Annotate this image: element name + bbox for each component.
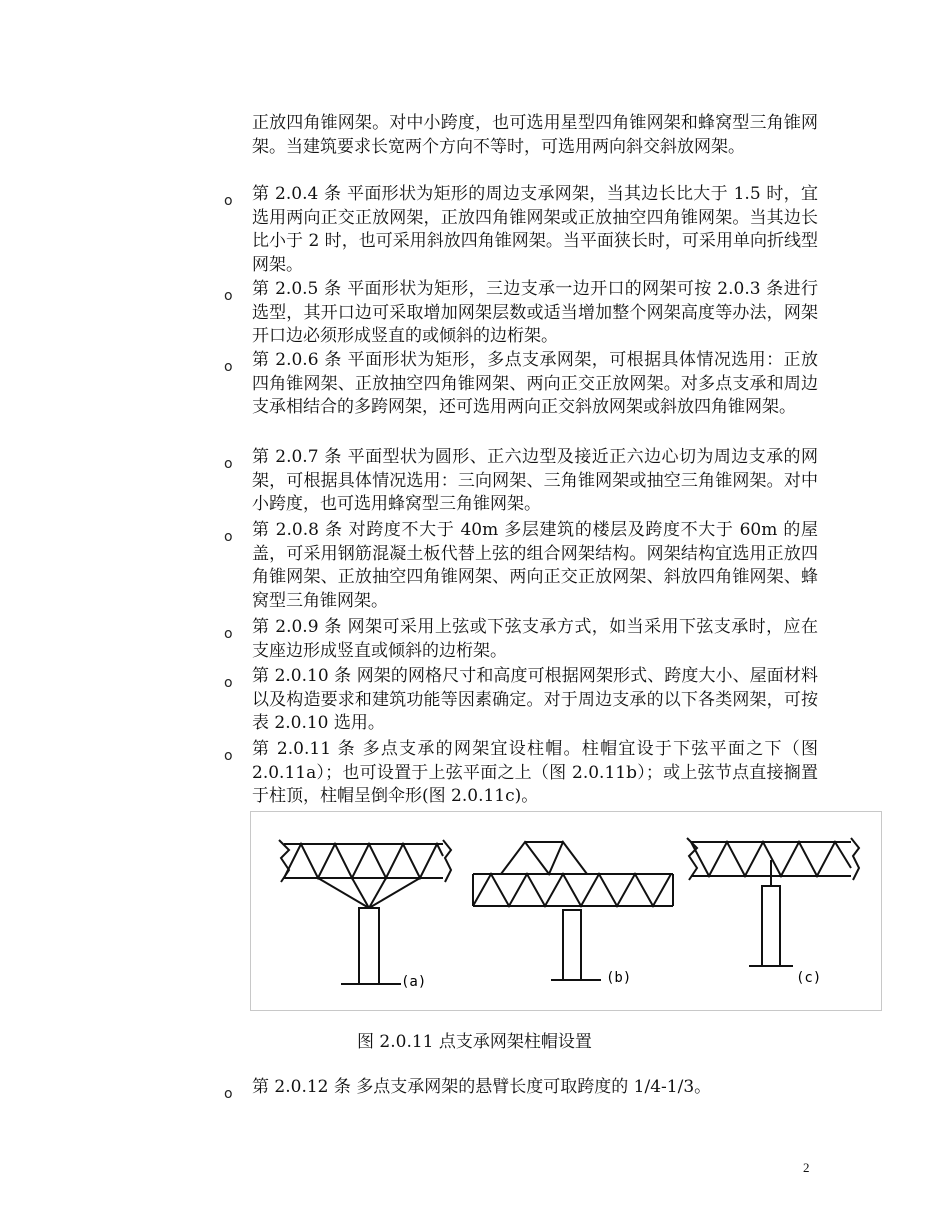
intro-paragraph: 正放四角锥网架。对中小跨度，也可选用星型四角锥网架和蜂窝型三角锥网架。当建筑要求长宽两个方向不等时，可选用两向斜交斜放网架。 bbox=[252, 113, 818, 157]
figure-a-drawing bbox=[279, 840, 451, 984]
clause-2-0-4: 第 2.0.4 条 平面形状为矩形的周边支承网架，当其边长比大于 1.5 时，宜选用两向正交正放网架，正放四角锥网架或正放抽空四角锥网架。当其边长比小于 2 时，也可采用斜放四角锥网架。当平面狭长时，可采用单向折线型网架。 bbox=[252, 184, 818, 275]
bullet-icon: o bbox=[224, 288, 233, 304]
clause-2-0-12: 第 2.0.12 条 多点支承网架的悬臂长度可取跨度的 1/4-1/3。 bbox=[252, 1077, 712, 1097]
bullet-icon: o bbox=[224, 1086, 233, 1102]
clause-2-0-9: 第 2.0.9 条 网架可采用上弦或下弦支承方式，如当采用下弦支承时，应在支座边形成竖直或倾斜的边桁架。 bbox=[252, 617, 818, 661]
figure-c-drawing bbox=[687, 838, 859, 966]
bullet-icon: o bbox=[224, 456, 233, 472]
bullet-icon: o bbox=[224, 626, 233, 642]
clause-2-0-5: 第 2.0.5 条 平面形状为矩形，三边支承一边开口的网架可按 2.0.3 条进行选型，其开口边可采取增加网架层数或适当增加整个网架高度等办法，网架开口边必须形成竖直的或倾斜的边桁架。 bbox=[252, 279, 818, 347]
bullet-icon: o bbox=[224, 675, 233, 691]
figure-label-b: (b) bbox=[606, 970, 632, 986]
figure-b-drawing bbox=[473, 842, 673, 980]
bullet-icon: o bbox=[224, 193, 233, 209]
clause-2-0-8: 第 2.0.8 条 对跨度不大于 40m 多层建筑的楼层及跨度不大于 60m 的屋盖，可采用钢筋混凝土板代替上弦的组合网架结构。网架结构宜选用正放四角锥网架、正放抽空四角锥网架、两向正交正放网架、斜放四角锥网架、蜂窝型三角锥网架。 bbox=[252, 520, 818, 611]
figure-label-a: (a) bbox=[401, 974, 427, 990]
clause-2-0-11: 第 2.0.11 条 多点支承的网架宜设柱帽。柱帽宜设于下弦平面之下（图 2.0.11a）；也可设置于上弦平面之上（图 2.0.11b）；或上弦节点直接搁置于柱顶，柱帽呈倒伞形(图 2.0.11c)。 bbox=[252, 739, 818, 807]
bullet-icon: o bbox=[224, 359, 233, 375]
page-number: 2 bbox=[803, 1160, 810, 1175]
bullet-icon: o bbox=[224, 748, 233, 764]
clause-2-0-10: 第 2.0.10 条 网架的网格尺寸和高度可根据网架形式、跨度大小、屋面材料以及构造要求和建筑功能等因素确定。对于周边支承的以下各类网架，可按表 2.0.10 选用。 bbox=[252, 666, 818, 734]
figure-caption: 图 2.0.11 点支承网架柱帽设置 bbox=[357, 1032, 592, 1052]
column-cap-drawings bbox=[251, 812, 881, 1010]
figure-label-c: (c) bbox=[796, 970, 822, 986]
clause-2-0-7: 第 2.0.7 条 平面型状为圆形、正六边型及接近正六边心切为周边支承的网架，可根据具体情况选用：三向网架、三角锥网架或抽空三角锥网架。对中小跨度，也可选用蜂窝型三角锥网架。 bbox=[252, 447, 818, 515]
column-cap-figure bbox=[250, 811, 882, 1011]
bullet-icon: o bbox=[224, 529, 233, 545]
clause-2-0-6: 第 2.0.6 条 平面形状为矩形，多点支承网架，可根据具体情况选用：正放四角锥网架、正放抽空四角锥网架、两向正交正放网架。对多点支承和周边支承相结合的多跨网架，还可选用两向正交斜放网架或斜放四角锥网架。 bbox=[252, 350, 818, 418]
